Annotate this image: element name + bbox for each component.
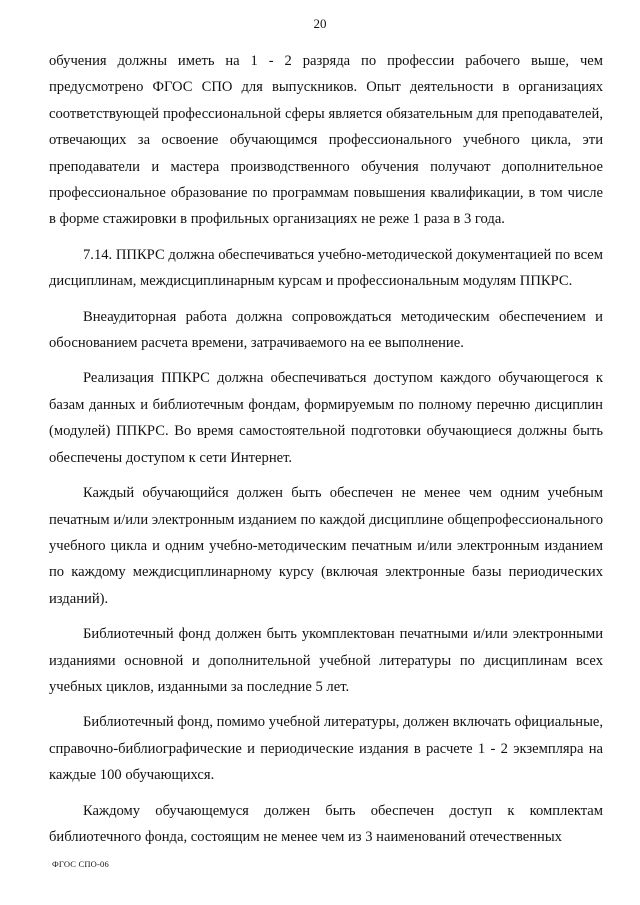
paragraph-library-access: Каждому обучающемуся должен быть обеспечен доступ к комплектам библиотечного фонда, состоящим не менее чем из 3 наименований отечественных — [49, 802, 603, 845]
paragraph-library-fund-recent: Библиотечный фонд должен быть укомплектован печатными и/или электронными изданиями основной и дополнительной учебной литературы по дисциплинам всех учебных циклов, изданными за последние 5 лет. — [49, 626, 603, 695]
paragraph-teacher-qualification: обучения должны иметь на 1 - 2 разряда по профессии рабочего выше, чем предусмотрено ФГОС СПО для выпускников. Опыт деятельности в организациях соответствующей профессиональной сферы является обязательным для преподавателей, отвечающих за освоение обучающимся профессионального учебного цикла, эти преподаватели и мастера производственного обучения получают дополнительное профессиональное образование по программам повышения квалификации, в том числе в форме стажировки в профильных организациях не реже 1 раза в 3 года. — [49, 53, 603, 228]
paragraph-extracurricular-work: Внеаудиторная работа должна сопровождаться методическим обеспечением и обоснованием расчета времени, затрачиваемого на ее выполнение. — [49, 308, 603, 352]
paragraph-printed-editions: Каждый обучающийся должен быть обеспечен не менее чем одним учебным печатным и/или электронным изданием по каждой дисциплине общепрофессионального учебного цикла и одним учебно-методическим печатным и/или электронным изданием по каждому междисциплинарному курсу (включая электронные базы периодических изданий). — [49, 485, 603, 607]
body-text — [49, 48, 603, 859]
paragraph-7-14-documentation: 7.14. ППКРС должна обеспечиваться учебно-методической документацией по всем дисциплинам, междисциплинарным курсам и профессиональным модулям ППКРС. — [49, 246, 603, 290]
footer-document-code: ФГОС СПО-06 — [52, 859, 109, 869]
paragraph-library-fund-periodicals: Библиотечный фонд, помимо учебной литературы, должен включать официальные, справочно-библиографические и периодические издания в расчете 1 - 2 экземпляра на каждые 100 обучающихся. — [49, 714, 603, 784]
page-number: 20 — [313, 16, 327, 31]
paragraph-database-access: Реализация ППКРС должна обеспечиваться доступом каждого обучающегося к базам данных и библиотечным фондам, формируемым по полному перечню дисциплин (модулей) ППКРС. Во время самостоятельной подготовки обучающиеся должны быть обеспечены доступом к сети Интернет. — [49, 370, 603, 466]
